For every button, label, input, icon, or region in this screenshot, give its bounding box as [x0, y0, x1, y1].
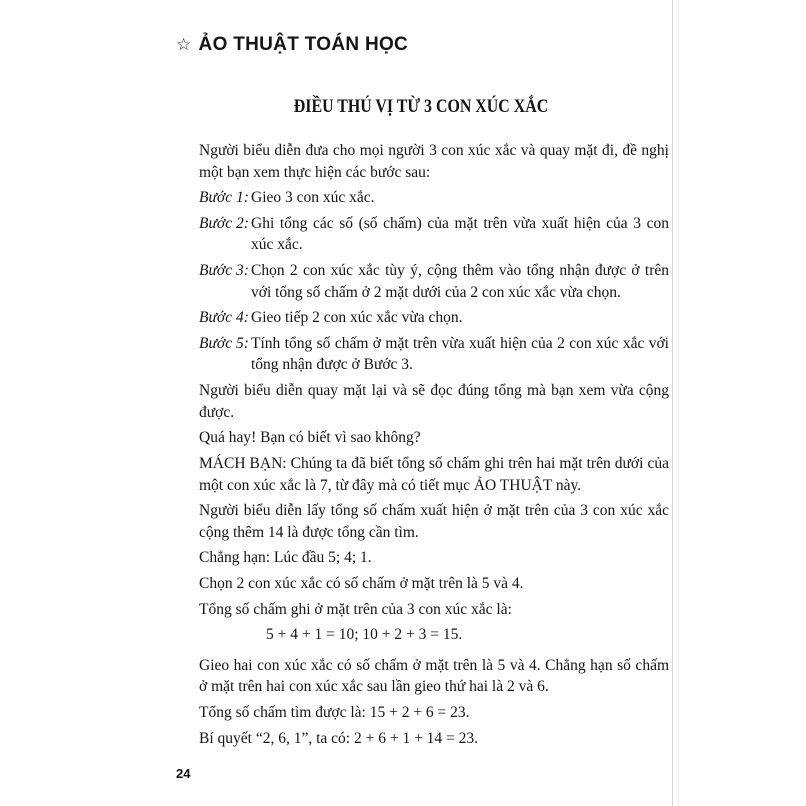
step-label: Bước 3: — [199, 262, 249, 280]
section-header — [176, 34, 408, 56]
step-label: Bước 5: — [199, 334, 249, 352]
section-title: ẢO THUẬT TOÁN HỌC — [198, 34, 409, 55]
page-edge-shadow — [672, 0, 673, 806]
total-label-paragraph: Tổng số chấm ghi ở mặt trên của 3 con xúc xắc là: — [199, 600, 512, 618]
roll-paragraph: Gieo hai con xúc xắc có số chấm ở mặt trên là 5 và 4. Chẳng hạn số chấm ở mặt trên hai con xúc xắc sau lần gieo thứ hai là 2 và 6. — [199, 656, 669, 696]
formula-line: 5 + 4 + 1 = 10; 10 + 2 + 3 = 15. — [266, 626, 463, 644]
page-number: 24 — [176, 766, 191, 781]
intro-paragraph: Người biểu diễn đưa cho mọi người 3 con xúc xắc và quay mặt đi, đề nghị một bạn xem thực hiện các bước sau: — [199, 142, 669, 181]
result-paragraph: Người biểu diễn quay mặt lại và sẽ đọc đúng tổng mà bạn xem vừa cộng được. — [199, 382, 669, 421]
step-5 — [199, 333, 669, 376]
secret-paragraph: Bí quyết “2, 6, 1”, ta có: 2 + 6 + 1 + 14 = 23. — [199, 729, 479, 747]
step-text: Gieo tiếp 2 con xúc xắc vừa chọn. — [251, 309, 463, 327]
step-text: Chọn 2 con xúc xắc tùy ý, cộng thêm vào tổng nhận được ở trên với tổng số chấm ở 2 mặt dưới của 2 con xúc xắc vừa chọn. — [251, 262, 669, 301]
found-paragraph: Tổng số chấm tìm được là: 15 + 2 + 6 = 23. — [199, 704, 470, 722]
page-edge-shadow-inner — [678, 0, 679, 806]
hint-paragraph: MÁCH BẠN: Chúng ta đã biết tổng số chấm ghi trên hai mặt trên dưới của một con xúc xắc là 7, từ đây mà có tiết mục ẢO THUẬT này. — [199, 455, 669, 494]
step-label: Bước 2: — [199, 214, 249, 232]
step-text: Gieo 3 con xúc xắc. — [251, 189, 375, 207]
step-label: Bước 4: — [199, 309, 249, 327]
step-2 — [199, 213, 669, 256]
choose-paragraph: Chọn 2 con xúc xắc có số chấm ở mặt trên là 5 và 4. — [199, 575, 524, 593]
article-title: ĐIỀU THÚ VỊ TỪ 3 CON XÚC XẮC — [293, 97, 549, 117]
method-paragraph: Người biểu diễn lấy tổng số chấm xuất hiện ở mặt trên của 3 con xúc xắc cộng thêm 14 là được tổng cần tìm. — [199, 502, 669, 541]
step-label: Bước 1: — [199, 189, 249, 207]
step-4 — [199, 307, 669, 329]
example-paragraph: Chẳng hạn: Lúc đầu 5; 4; 1. — [199, 549, 372, 567]
question-paragraph: Quá hay! Bạn có biết vì sao không? — [199, 429, 421, 447]
step-text: Tính tổng số chấm ở mặt trên vừa xuất hiện của 2 con xúc xắc với tổng nhận được ở Bước 3. — [251, 334, 669, 374]
star-icon: ☆ — [176, 35, 192, 54]
article-body — [199, 140, 669, 754]
step-1 — [199, 187, 669, 209]
step-3 — [199, 260, 669, 303]
step-text: Ghi tổng các số (số chấm) của mặt trên vừa xuất hiện của 3 con xúc xắc. — [251, 214, 669, 254]
